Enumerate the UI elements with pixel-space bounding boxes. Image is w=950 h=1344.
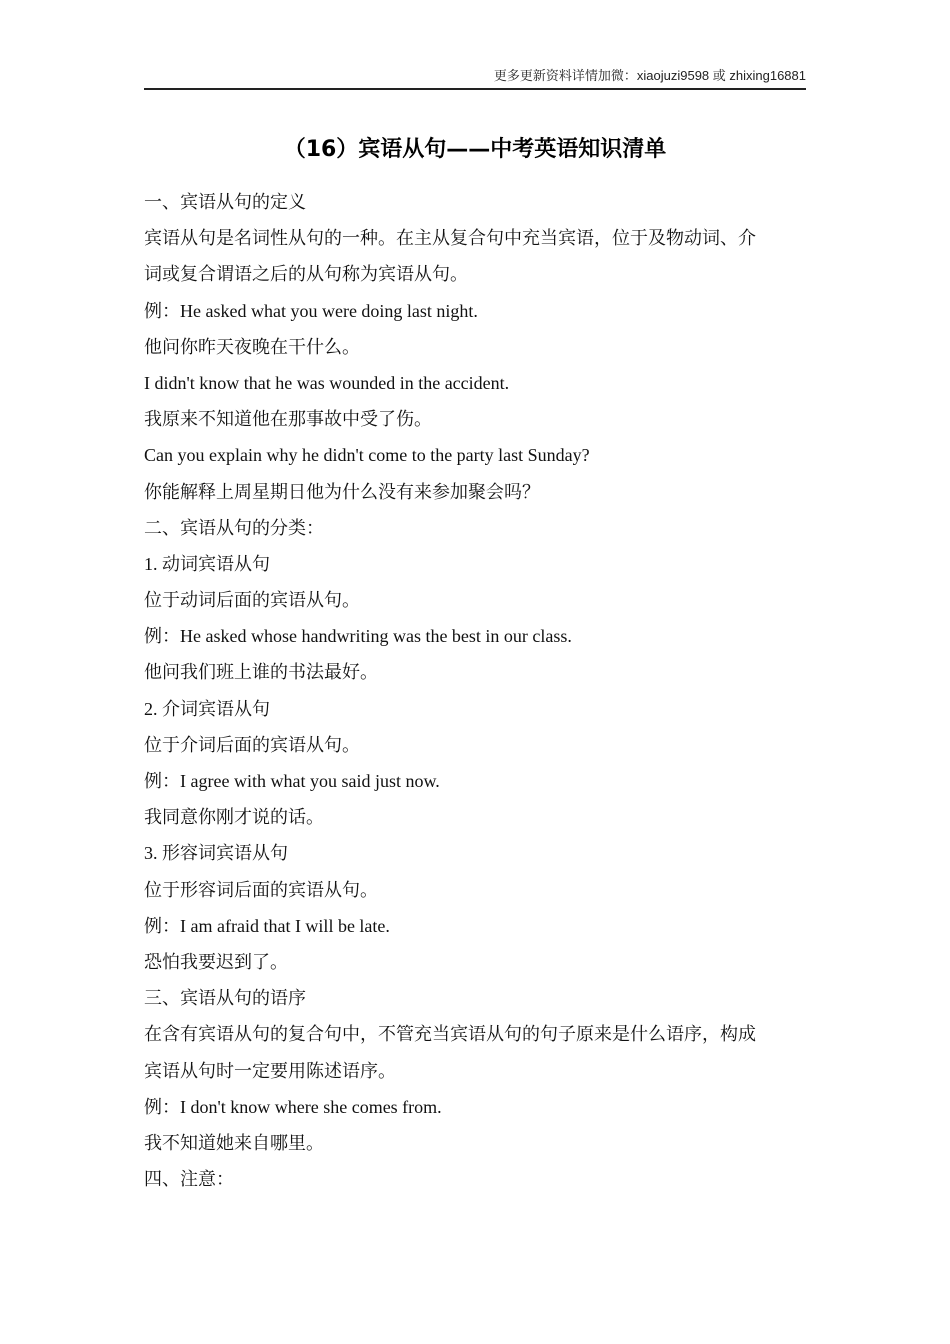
translation-line: 我原来不知道他在那事故中受了伤。 <box>144 409 432 430</box>
paragraph-line: 位于形容词后面的宾语从句。 <box>144 879 378 900</box>
page-header <box>144 66 806 90</box>
example-line: I didn't know that he was wounded in the accident. <box>144 372 510 393</box>
translation-line: 他问我们班上谁的书法最好。 <box>144 662 378 683</box>
section-heading-classification: 二、宾语从句的分类： <box>144 517 324 538</box>
translation-line: 他问你昨天夜晚在干什么。 <box>144 336 360 357</box>
header-text: 更多更新资料详情加微：xiaojuzi9598 或 zhixing16881 <box>493 68 806 83</box>
paragraph-line: 在含有宾语从句的复合句中，不管充当宾语从句的句子原来是什么语序，构成 <box>144 1024 756 1045</box>
document-title: （16）宾语从句——中考英语知识清单 <box>283 137 667 162</box>
subheading-verb-object-clause: 1. 动词宾语从句 <box>144 553 270 574</box>
example-line: Can you explain why he didn't come to the party last Sunday? <box>144 445 590 466</box>
section-heading-definition: 一、宾语从句的定义 <box>144 192 306 212</box>
example-line: 例：I agree with what you said just now. <box>144 771 440 791</box>
paragraph-line: 位于介词后面的宾语从句。 <box>144 734 360 755</box>
paragraph-line: 位于动词后面的宾语从句。 <box>144 590 360 611</box>
example-line: 例：He asked what you were doing last night. <box>144 300 478 321</box>
paragraph-line: 词或复合谓语之后的从句称为宾语从句。 <box>144 264 468 285</box>
example-line: 例：I don't know where she comes from. <box>144 1096 442 1117</box>
subheading-adjective-object-clause: 3. 形容词宾语从句 <box>144 843 288 864</box>
translation-line: 你能解释上周星期日他为什么没有来参加聚会吗？ <box>144 481 540 502</box>
paragraph-line: 宾语从句是名词性从句的一种。在主从复合句中充当宾语，位于及物动词、介 <box>144 228 756 249</box>
translation-line: 我同意你刚才说的话。 <box>144 807 324 828</box>
translation-line: 我不知道她来自哪里。 <box>144 1132 324 1153</box>
example-line: 例：I am afraid that I will be late. <box>144 915 390 936</box>
section-heading-word-order: 三、宾语从句的语序 <box>144 988 306 1009</box>
section-heading-notes: 四、注意： <box>144 1169 234 1190</box>
subheading-preposition-object-clause: 2. 介词宾语从句 <box>144 698 270 719</box>
paragraph-line: 宾语从句时一定要用陈述语序。 <box>144 1060 396 1081</box>
translation-line: 恐怕我要迟到了。 <box>144 951 288 972</box>
example-line: 例：He asked whose handwriting was the best in our class. <box>144 626 572 647</box>
document-body <box>144 184 806 1197</box>
